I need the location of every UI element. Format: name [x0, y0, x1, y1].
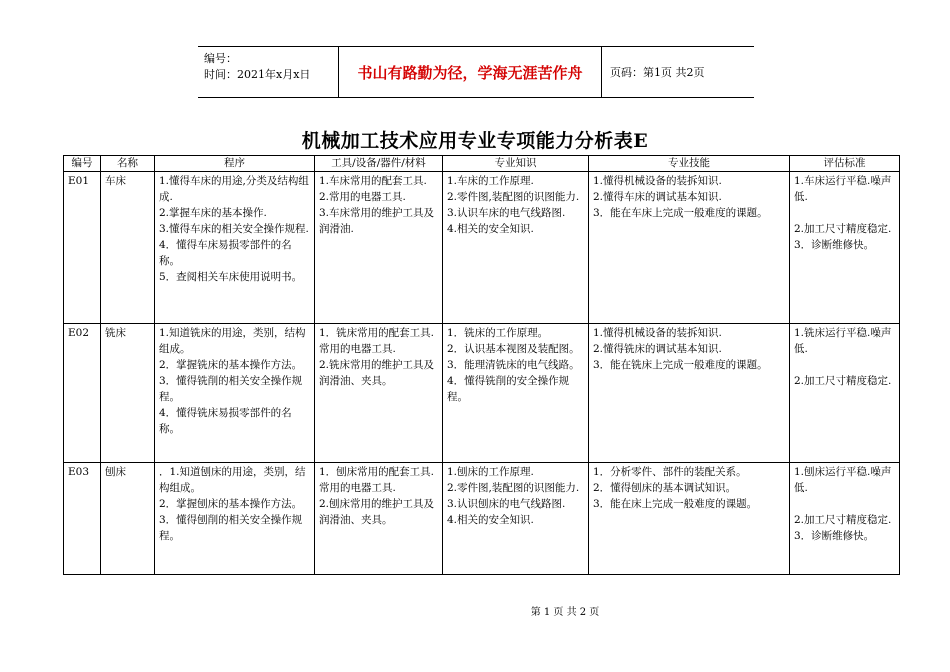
col-header-standards: 评估标准 — [790, 156, 900, 172]
skills-line: 3．能在车床上完成一般难度的课题。 — [593, 207, 768, 219]
cell-knowledge — [443, 463, 589, 575]
page-footer — [0, 603, 950, 618]
knowledge-line: 1．铣床的工作原理。 — [447, 327, 549, 339]
motto: 书山有路勤为径，学海无涯苦作舟 — [338, 47, 602, 97]
page-label: 页码：第1页 共2页 — [610, 66, 705, 79]
table-header-row — [64, 156, 900, 172]
skills-line: 3．能在铣床上完成一般难度的课题。 — [593, 359, 768, 371]
standards-line — [794, 357, 895, 373]
cell-standards — [790, 324, 900, 463]
cell-tools — [315, 172, 443, 324]
cell-name: 车床 — [101, 172, 155, 324]
procedure-line: ．1.知道刨床的用途，类别，结构组成。 — [159, 466, 306, 494]
standards-line: 2.加工尺寸精度稳定. — [794, 375, 892, 387]
procedure-line: 1.知道铣床的用途，类别，结构组成。 — [159, 327, 306, 355]
cell-tools — [315, 463, 443, 575]
procedure-line: 2．掌握铣床的基本操作方法。 — [159, 359, 303, 371]
standards-line: 3．诊断维修快。 — [794, 530, 875, 542]
table-row — [64, 463, 900, 575]
document-title: 机械加工技术应用专业专项能力分析表E — [301, 130, 649, 152]
knowledge-line: 4.相关的安全知识. — [447, 223, 534, 235]
standards-line: 1.车床运行平稳.噪声低. — [794, 175, 892, 203]
standards-line: 3．诊断维修快。 — [794, 239, 875, 251]
footer-page: 第 1 页 共 2 页 — [530, 607, 600, 618]
standards-line: 2.加工尺寸精度稳定. — [794, 223, 892, 235]
cell-procedure — [155, 463, 315, 575]
knowledge-line: 1.刨床的工作原理. — [447, 466, 534, 478]
cell-procedure — [155, 172, 315, 324]
table-body — [64, 172, 900, 575]
tools-line: 1．刨床常用的配套工具.常用的电器工具. — [319, 466, 435, 494]
standards-line: 1.铣床运行平稳.噪声低. — [794, 327, 892, 355]
procedure-line: 4．懂得铣床易损零部件的名称。 — [159, 407, 292, 435]
procedure-line: 3.懂得车床的相关安全操作规程. — [159, 223, 309, 235]
header-left — [198, 47, 338, 97]
skills-line: 1．分析零件、部件的装配关系。 — [593, 466, 747, 478]
cell-skills — [589, 172, 790, 324]
knowledge-line: 3．能理清铣床的电气线路。 — [447, 359, 580, 371]
tools-line: 1.车床常用的配套工具. — [319, 175, 427, 187]
cell-standards — [790, 463, 900, 575]
standards-line: 2.加工尺寸精度稳定. — [794, 514, 892, 526]
cell-knowledge — [443, 324, 589, 463]
col-header-tools: 工具/设备/器件/材料 — [315, 156, 443, 172]
skills-line: 2.懂得铣床的调试基本知识. — [593, 343, 722, 355]
procedure-line: 3．懂得刨削的相关安全操作规程。 — [159, 514, 303, 542]
cell-knowledge — [443, 172, 589, 324]
cell-tools — [315, 324, 443, 463]
col-header-id: 编号 — [64, 156, 101, 172]
knowledge-line: 3.认识刨床的电气线路图. — [447, 498, 566, 510]
col-header-knowledge: 专业知识 — [443, 156, 589, 172]
procedure-line: 2.掌握车床的基本操作. — [159, 207, 267, 219]
number-label: 编号： — [204, 52, 237, 65]
tools-line: 2.铣床常用的维护工具及润滑油、夹具。 — [319, 359, 435, 387]
knowledge-line: 4.相关的安全知识. — [447, 514, 534, 526]
ability-table — [63, 155, 900, 575]
cell-name: 刨床 — [101, 463, 155, 575]
knowledge-line: 2．认识基本视图及装配图。 — [447, 343, 580, 355]
knowledge-line: 1.车床的工作原理. — [447, 175, 534, 187]
standards-line — [794, 205, 895, 221]
knowledge-line: 3.认识车床的电气线路图. — [447, 207, 566, 219]
cell-skills — [589, 463, 790, 575]
cell-name: 铣床 — [101, 324, 155, 463]
tools-line: 2.刨床常用的维护工具及润滑油、夹具。 — [319, 498, 435, 526]
time-label: 时间：2021年x月x日 — [204, 68, 311, 81]
skills-line: 1.懂得机械设备的装拆知识. — [593, 327, 722, 339]
standards-line: 1.刨床运行平稳.噪声低. — [794, 466, 892, 494]
cell-id: E01 — [64, 172, 101, 324]
col-header-skills: 专业技能 — [589, 156, 790, 172]
table-row — [64, 324, 900, 463]
tools-line: 2.常用的电器工具. — [319, 191, 406, 203]
procedure-line: 2．掌握刨床的基本操作方法。 — [159, 498, 303, 510]
cell-id: E02 — [64, 324, 101, 463]
col-header-procedure: 程序 — [155, 156, 315, 172]
procedure-line: 1.懂得车床的用途,分类及结构组成. — [159, 175, 309, 203]
tools-line: 3.车床常用的维护工具及润滑油. — [319, 207, 435, 235]
cell-skills — [589, 324, 790, 463]
tools-line: 1．铣床常用的配套工具.常用的电器工具. — [319, 327, 435, 355]
cell-standards — [790, 172, 900, 324]
knowledge-line: 2.零件图,装配图的识图能力. — [447, 482, 580, 494]
skills-line: 3．能在床上完成一般难度的课题。 — [593, 498, 758, 510]
knowledge-line: 4．懂得铣削的安全操作规程。 — [447, 375, 570, 403]
standards-line — [794, 496, 895, 512]
cell-id: E03 — [64, 463, 101, 575]
document-header — [198, 46, 754, 98]
knowledge-line: 2.零件图,装配图的识图能力. — [447, 191, 580, 203]
table-row — [64, 172, 900, 324]
procedure-line: 3．懂得铣削的相关安全操作规程。 — [159, 375, 303, 403]
procedure-line: 5．查阅相关车床使用说明书。 — [159, 271, 303, 283]
col-header-name: 名称 — [101, 156, 155, 172]
skills-line: 2.懂得车床的调试基本知识. — [593, 191, 722, 203]
procedure-line: 4．懂得车床易损零部件的名称。 — [159, 239, 292, 267]
skills-line: 1.懂得机械设备的装拆知识. — [593, 175, 722, 187]
skills-line: 2．懂得刨床的基本调试知识。 — [593, 482, 737, 494]
cell-procedure — [155, 324, 315, 463]
